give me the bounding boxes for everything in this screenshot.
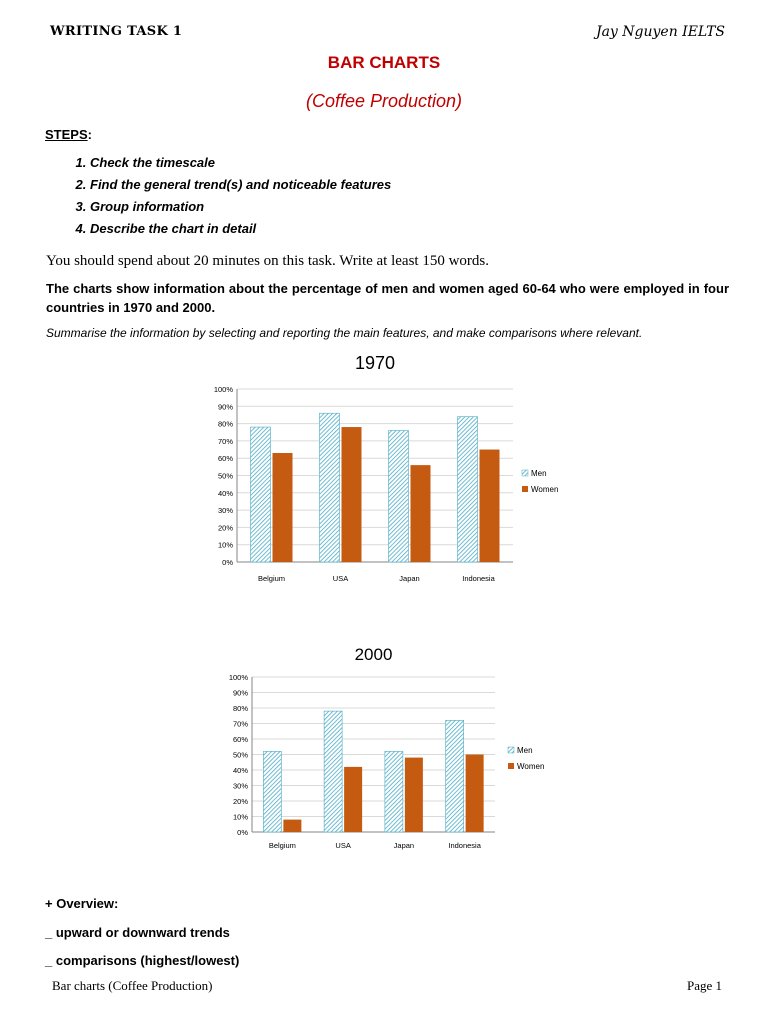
chart-1970-legend-label: Women xyxy=(531,485,559,494)
chart-2000-y-tick: 20% xyxy=(232,797,248,806)
chart-2000-bar-men-indonesia xyxy=(446,720,464,832)
chart-1970-y-tick: 40% xyxy=(217,488,233,498)
chart-2000-bar-men-usa xyxy=(324,711,342,832)
overview-point: _ upward or downward trends xyxy=(45,925,230,940)
steps-heading-colon: : xyxy=(87,127,92,142)
step-item: 3. Group information xyxy=(90,196,391,218)
document-title: BAR CHARTS xyxy=(327,53,441,72)
chart-2000-legend-label: Men xyxy=(517,746,533,755)
chart-1970-svg xyxy=(200,346,570,594)
chart-1970-bar-men-indonesia xyxy=(458,417,478,562)
steps-heading-text: STEPS xyxy=(45,127,88,142)
chart-2000-legend-label: Women xyxy=(517,762,545,771)
chart-2000-y-tick: 10% xyxy=(232,812,248,822)
chart-1970-legend-label: Men xyxy=(531,469,547,478)
overview-point: _ comparisons (highest/lowest) xyxy=(45,953,240,968)
chart-2000-y-tick: 50% xyxy=(232,750,248,760)
steps-list xyxy=(44,152,391,240)
chart-1970-x-tick: Belgium xyxy=(257,574,286,583)
chart-1970-bar-men-belgium xyxy=(251,427,271,562)
footer-left: Bar charts (Coffee Production) xyxy=(52,978,213,993)
chart-1970-y-tick: 60% xyxy=(217,454,233,464)
chart-2000-bar-women-japan xyxy=(405,758,423,832)
chart-1970-bar-women-indonesia xyxy=(480,450,500,562)
chart-1970-bar-women-usa xyxy=(342,427,362,562)
chart-2000-y-tick: 100% xyxy=(228,673,248,682)
chart-2000-legend-swatch-men xyxy=(508,747,514,753)
chart-2000-title: 2000 xyxy=(354,645,393,664)
chart-1970-x-tick: USA xyxy=(332,574,349,583)
header-right: Jay Nguyen IELTS xyxy=(595,24,725,40)
chart-1970-title: 1970 xyxy=(354,353,396,373)
chart-2000-y-tick: 30% xyxy=(232,781,248,791)
chart-1970-y-tick: 70% xyxy=(217,436,233,446)
chart-2000-x-tick: USA xyxy=(335,841,351,850)
chart-1970-x-tick: Japan xyxy=(399,574,420,583)
chart-1970-y-tick: 50% xyxy=(217,471,233,481)
chart-2000-y-tick: 0% xyxy=(237,828,248,837)
chart-1970-y-tick: 90% xyxy=(217,402,233,412)
chart-2000-y-tick: 60% xyxy=(232,735,248,744)
chart-1970-y-tick: 80% xyxy=(217,419,233,429)
chart-1970-bar-women-japan xyxy=(411,465,431,562)
step-item: 2. Find the general trend(s) and noticeable features xyxy=(90,174,391,196)
chart-2000-y-tick: 90% xyxy=(232,688,248,698)
step-item: 1. Check the timescale xyxy=(90,152,391,174)
document-subtitle: (Coffee Production) xyxy=(305,91,463,111)
chart-2000-svg xyxy=(210,630,570,880)
chart-2000-y-tick: 80% xyxy=(232,704,248,713)
chart-1970 xyxy=(200,346,570,594)
chart-2000-bar-women-usa xyxy=(344,767,362,832)
chart-2000-bar-women-belgium xyxy=(283,820,301,832)
chart-1970-legend-swatch-men xyxy=(522,470,528,476)
chart-1970-y-tick: 10% xyxy=(217,540,233,550)
chart-2000-x-tick: Belgium xyxy=(268,841,296,850)
step-item: 4. Describe the chart in detail xyxy=(90,218,391,240)
overview-heading: + Overview: xyxy=(45,896,119,911)
chart-1970-bar-men-japan xyxy=(389,431,409,562)
chart-2000-x-tick: Japan xyxy=(393,841,415,850)
chart-2000-y-tick: 70% xyxy=(232,719,248,729)
chart-2000-x-tick: Indonesia xyxy=(448,841,481,850)
task-question: The charts show information about the percentage of men and women aged 60-64 who were employed in four countries in 1970 and 2000. xyxy=(46,281,729,315)
footer-page-number: Page 1 xyxy=(686,978,722,993)
chart-1970-y-tick: 0% xyxy=(222,558,233,567)
chart-1970-y-tick: 100% xyxy=(213,385,233,394)
chart-1970-bar-women-belgium xyxy=(273,453,293,562)
header-left: WRITING TASK 1 xyxy=(50,24,183,39)
chart-1970-bar-men-usa xyxy=(320,413,340,562)
chart-2000-legend-swatch-women xyxy=(508,763,514,769)
chart-2000-bar-men-belgium xyxy=(263,751,281,832)
chart-2000-bar-men-japan xyxy=(385,751,403,832)
chart-2000 xyxy=(210,630,570,880)
chart-2000-bar-women-indonesia xyxy=(466,755,484,833)
chart-1970-y-tick: 20% xyxy=(217,523,233,533)
task-summarise-note: Summarise the information by selecting and reporting the main features, and make comparisons where relevant. xyxy=(46,326,643,340)
chart-1970-x-tick: Indonesia xyxy=(462,574,495,583)
chart-1970-legend-swatch-women xyxy=(522,486,528,492)
task-instruction: You should spend about 20 minutes on this task. Write at least 150 words. xyxy=(46,253,489,269)
chart-2000-y-tick: 40% xyxy=(232,766,248,775)
steps-heading xyxy=(45,127,92,142)
chart-1970-y-tick: 30% xyxy=(217,506,233,516)
